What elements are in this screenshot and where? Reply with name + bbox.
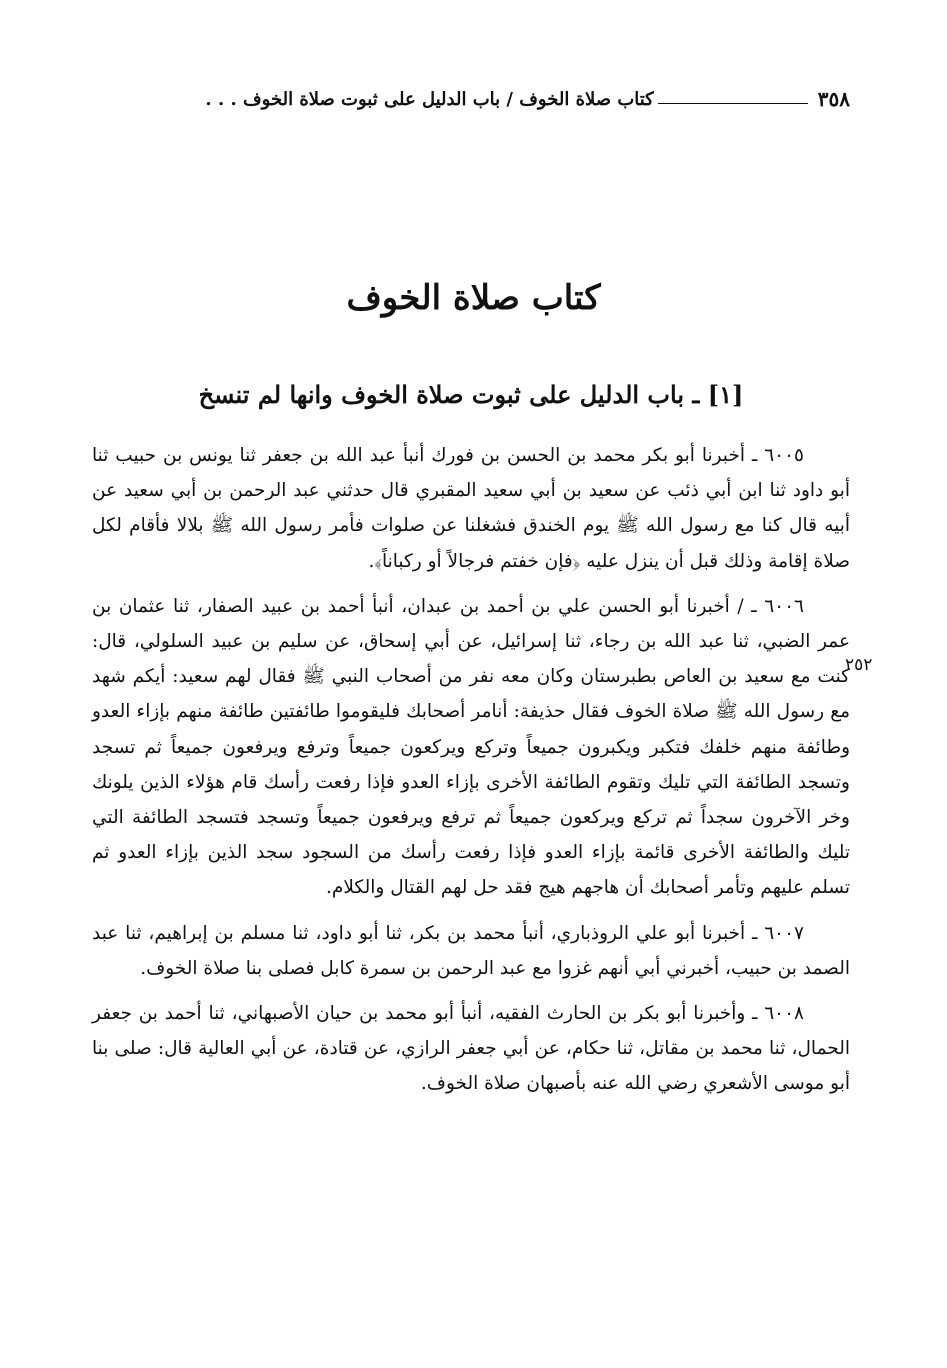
hadith-6006: ٦٠٠٦ ـ / أخبرنا أبو الحسن علي بن أحمد بن عبدان، أنبأ أحمد بن عبيد الصفار، ثنا عثمان بن عمر الضبي، ثنا عبد الله بن رجاء، ثنا إسرائيل، عن أبي إسحاق، عن سليم بن عبيد السلولي، قال: كنت مع سعيد بن العاص بطبرستان وكان معه نفر من أصحاب النبي ﷺ فقال لهم سعيد: أيكم شهد مع رسول الله ﷺ صلاة الخوف فقال حذيفة: أنامر أصحابك فليقوموا طائفتين طائفة منهم بإزاء العدو وطائفة منهم خلفك فتكبر ويكبرون جميعاً وتركع ويركعون جميعاً وترفع ويرفعون جميعاً ثم تسجد وتسجد الطائفة التي تليك وتقوم الطائفة الأخرى بإزاء العدو فإذا رفعت رأسك قام هؤلاء الذين يلونك وخر الآخرون سجداً ثم تركع ويركعون جميعاً ثم ترفع ويرفعون جميعاً وتسجد فتسجد الطائفة التي تليك والطائفة الأخرى قائمة بإزاء العدو فإذا رفعت رأسك من السجود سجد الذين بإزاء العدو ثم تسلم عليهم وتأمر أصحابك أن هاجهم هيج فقد حل لهم القتال والكلام. — [92, 595, 850, 899]
margin-page-reference: ٢٥٢ — [845, 655, 873, 675]
running-title: كتاب صلاة الخوف / باب الدليل على ثبوت صلاة الخوف . . . — [205, 88, 654, 110]
hadith-6008: ٦٠٠٨ ـ وأخبرنا أبو بكر بن الحارث الفقيه، أنبأ أبو محمد بن حيان الأصبهاني، ثنا أحمد بن جعفر الحمال، ثنا محمد بن مقاتل، ثنا حكام، عن أبي جعفر الرازي، عن قتادة، عن أبي العالية قال: صلى بنا أبو موسى الأشعري رضي الله عنه بأصبهان صلاة الخوف. — [92, 1003, 850, 1095]
body-text — [92, 438, 850, 1112]
hadith-6005: ٦٠٠٥ ـ أخبرنا أبو بكر محمد بن الحسن بن فورك أنبأ عبد الله بن جعفر ثنا يونس بن حبيب ثنا أبو داود ثنا ابن أبي ذئب عن سعيد بن أبي سعيد المقبري قال حدثني عبد الرحمن بن أبي سعيد عن أبيه قال كنا مع رسول الله ﷺ يوم الخندق فشغلنا عن صلوات فأمر رسول الله ﷺ بلالا فأقام لكل صلاة إقامة وذلك قبل أن ينزل عليه ﴿فإن خفتم فرجالاً أو ركباناً﴾. — [92, 445, 850, 572]
hadith-6007: ٦٠٠٧ ـ أخبرنا أبو علي الروذباري، أنبأ محمد بن بكر، ثنا أبو داود، ثنا مسلم بن إبراهيم، ثنا عبد الصمد بن حبيب، أخبرني أبي أنهم غزوا مع عبد الرحمن بن سمرة كابل فصلى بنا صلاة الخوف. — [92, 922, 850, 979]
running-header — [92, 84, 850, 114]
header-rule — [658, 103, 808, 104]
page-number: ٣٥٨ — [817, 87, 850, 111]
book-title: كتاب صلاة الخوف — [346, 278, 601, 318]
chapter-heading: [١] ـ باب الدليل على ثبوت صلاة الخوف وانها لم تنسخ — [198, 380, 744, 409]
